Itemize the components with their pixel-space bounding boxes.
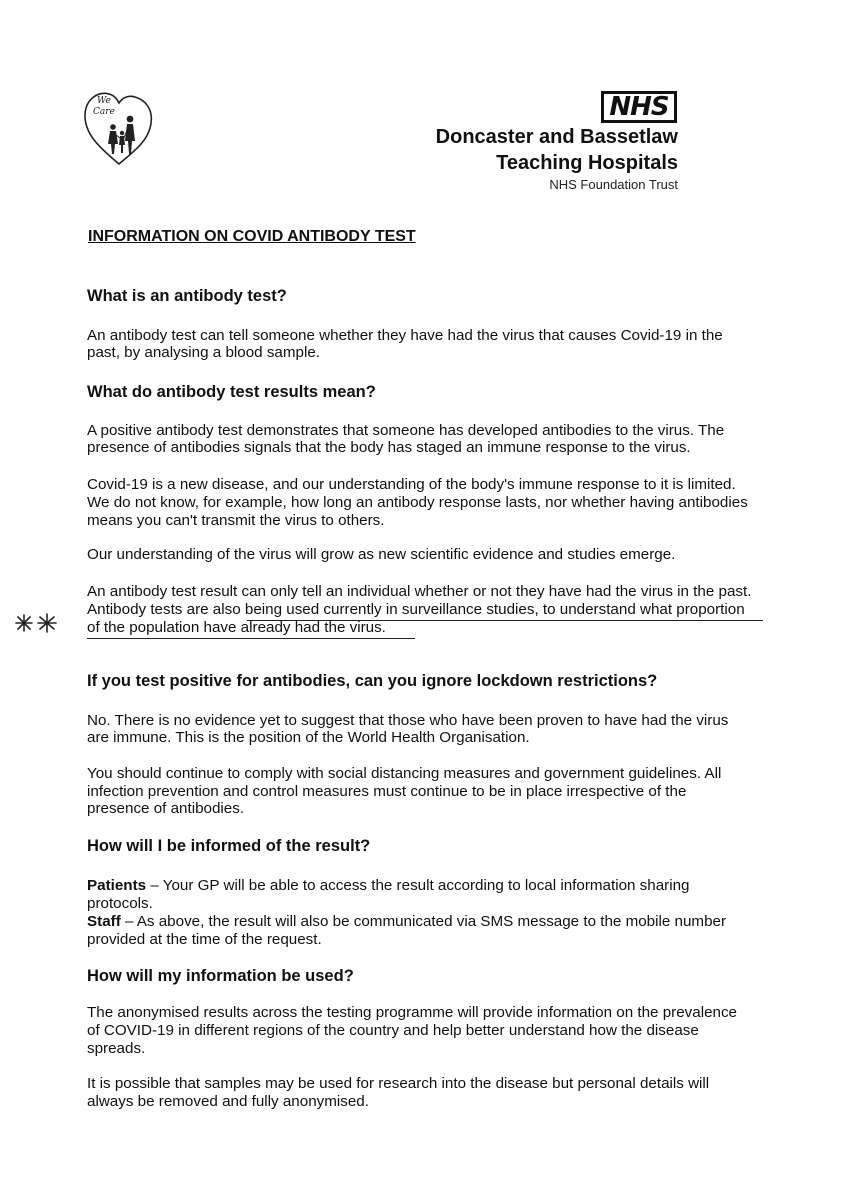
org-name-line1: Doncaster and Bassetlaw: [435, 126, 678, 148]
handwritten-underlined-text: of the population have already had the virus.: [87, 619, 386, 636]
paragraph-line: Covid-19 is a new disease, and our understanding of the body's immune response to it is limited.: [87, 476, 736, 493]
paragraph-line: An antibody test result can only tell an individual whether or not they have had the virus in the past.: [87, 583, 752, 600]
heading-lockdown: If you test positive for antibodies, can you ignore lockdown restrictions?: [87, 672, 658, 690]
paragraph-line: infection prevention and control measures must continue to be in place irrespective of the: [87, 783, 687, 800]
org-name-line2: Teaching Hospitals: [496, 152, 678, 174]
we-care-logo: [80, 86, 158, 168]
paragraph-line: [87, 877, 690, 895]
heading-information-used: How will my information be used?: [87, 967, 354, 985]
patients-text: – Your GP will be able to access the result according to local information sharing: [146, 877, 690, 894]
logo-text-care: Care: [93, 107, 115, 117]
paragraph-line: provided at the time of the request.: [87, 931, 322, 948]
staff-text: – As above, the result will also be communicated via SMS message to the mobile number: [120, 913, 727, 930]
paragraph-line: are immune. This is the position of the World Health Organisation.: [87, 729, 530, 746]
paragraph-line: The anonymised results across the testing programme will provide information on the prevalence: [87, 1004, 738, 1021]
paragraph-text: Antibody tests are: [87, 601, 213, 618]
nhs-badge: [601, 91, 677, 123]
paragraph-line: protocols.: [87, 895, 153, 912]
paragraph-line: An antibody test can tell someone whether they have had the virus that causes Covid-19 in the: [87, 327, 723, 344]
org-name-line3: NHS Foundation Trust: [549, 177, 678, 192]
paragraph-line: [87, 913, 726, 931]
paragraph-line: Our understanding of the virus will grow as new scientific evidence and studies emerge.: [87, 546, 676, 563]
paragraph-line: presence of antibodies signals that the body has staged an immune response to the virus.: [87, 439, 691, 456]
document-title: INFORMATION ON COVID ANTIBODY TEST: [88, 228, 416, 245]
paragraph-line: spreads.: [87, 1040, 146, 1057]
handwritten-underline: [87, 638, 415, 639]
paragraph-line: presence of antibodies.: [87, 800, 245, 817]
handwritten-underlined-text: also being used currently in surveillance studies, to understand what proportion: [212, 601, 745, 618]
nhs-badge-text: NHS: [609, 92, 669, 122]
heart-family-icon: [80, 86, 158, 168]
paragraph-line-underlined: [87, 601, 745, 619]
handwritten-underline: [247, 620, 763, 621]
paragraph-line: of COVID-19 in different regions of the country and help better understand how the disease: [87, 1022, 699, 1039]
patients-label: Patients: [87, 877, 147, 894]
handwritten-asterisks-icon: [12, 612, 60, 634]
logo-text-we: We: [97, 96, 111, 106]
staff-label: Staff: [87, 913, 121, 930]
heading-results-mean: What do antibody test results mean?: [87, 383, 376, 401]
paragraph-line: It is possible that samples may be used for research into the disease but personal details will: [87, 1075, 710, 1092]
paragraph-line: No. There is no evidence yet to suggest that those who have been proven to have had the virus: [87, 712, 729, 729]
paragraph-line: means you can't transmit the virus to others.: [87, 512, 385, 529]
heading-what-is-antibody-test: What is an antibody test?: [87, 287, 287, 305]
paragraph-line: A positive antibody test demonstrates that someone has developed antibodies to the virus. The: [87, 422, 725, 439]
paragraph-line: We do not know, for example, how long an antibody response lasts, nor whether having antibodies: [87, 494, 748, 511]
paragraph-line: always be removed and fully anonymised.: [87, 1093, 369, 1110]
paragraph-line: past, by analysing a blood sample.: [87, 344, 321, 361]
heading-informed-of-result: How will I be informed of the result?: [87, 837, 371, 855]
paragraph-line: You should continue to comply with social distancing measures and government guidelines. All: [87, 765, 722, 782]
